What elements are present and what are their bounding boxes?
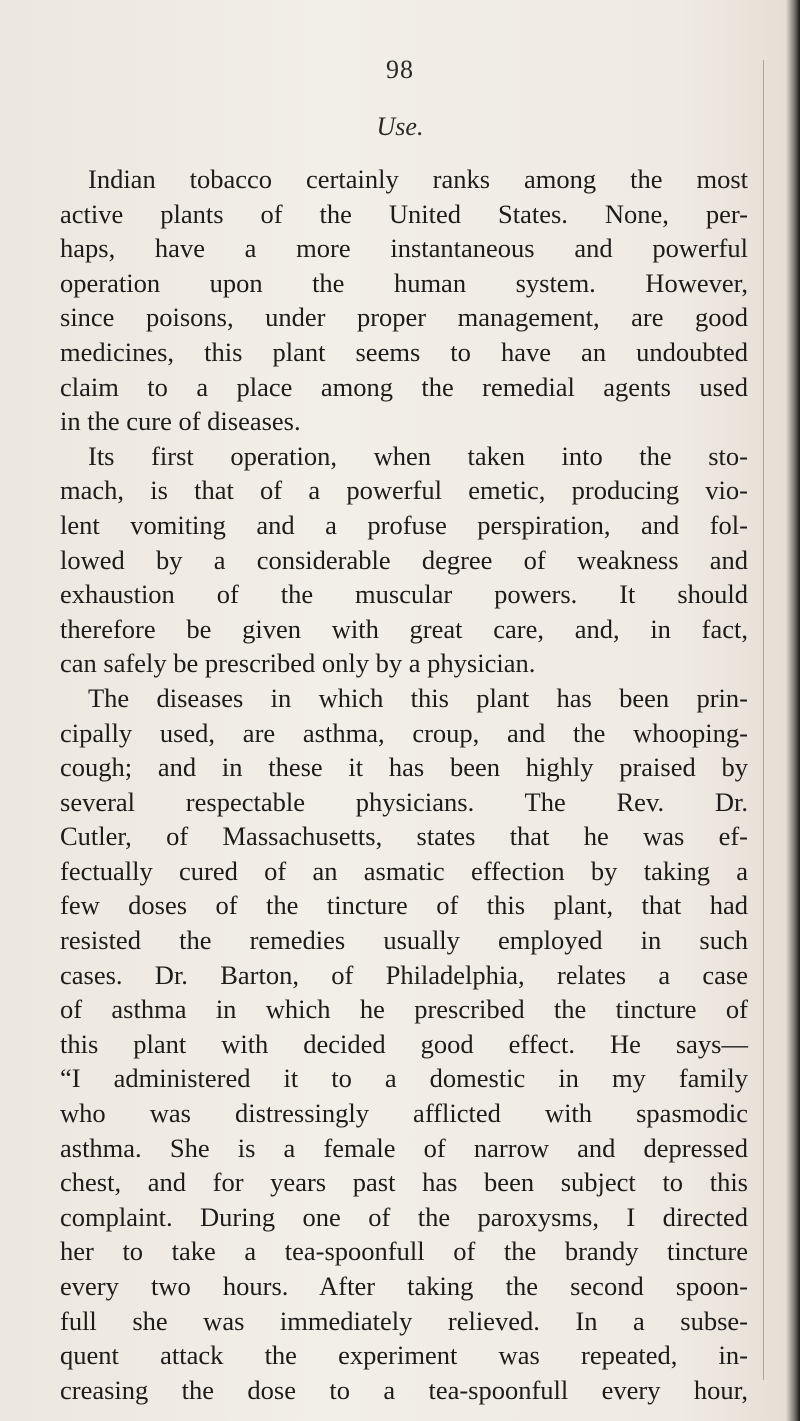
text-line: lowed by a considerable degree of weakness and <box>60 544 748 575</box>
text-line: complaint. During one of the paroxysms, I directed <box>60 1201 748 1232</box>
text-line: exhaustion of the muscular powers. It should <box>60 579 748 610</box>
text-line: in the cure of diseases. <box>60 406 301 437</box>
text-line: The diseases in which this plant has been prin- <box>88 682 748 713</box>
text-line: every two hours. After taking the second spoon- <box>60 1271 748 1301</box>
body-text <box>60 162 748 1407</box>
text-line: cipally used, are asthma, croup, and the whooping- <box>60 717 748 748</box>
text-line: “I administered it to a domestic in my family <box>60 1063 748 1094</box>
binding-edge <box>786 0 800 1421</box>
text-line: medicines, this plant seems to have an undoubted <box>60 336 748 367</box>
section-heading: Use. <box>376 112 424 141</box>
text-line: who was distressingly afflicted with spasmodic <box>60 1098 748 1129</box>
text-line: resisted the remedies usually employed in such <box>60 925 748 956</box>
text-line: creasing the dose to a tea-spoonfull every hour, <box>60 1374 748 1405</box>
text-line: asthma. She is a female of narrow and depressed <box>60 1132 748 1163</box>
text-line: several respectable physicians. The Rev. Dr. <box>60 786 748 817</box>
text-line: Indian tobacco certainly ranks among the most <box>88 164 748 194</box>
text-line: of asthma in which he prescribed the tincture of <box>60 994 748 1025</box>
text-line: few doses of the tincture of this plant, that had <box>60 890 748 921</box>
text-line: this plant with decided good effect. He says— <box>60 1028 748 1059</box>
page-number: 98 <box>386 55 414 84</box>
text-line: her to take a tea-spoonfull of the brandy tincture <box>60 1236 748 1267</box>
text-line: mach, is that of a powerful emetic, producing vio- <box>60 475 748 506</box>
text-line: quent attack the experiment was repeated, in- <box>60 1340 748 1371</box>
text-line: cough; and in these it has been highly praised by <box>60 752 748 783</box>
text-line: cases. Dr. Barton, of Philadelphia, relates a case <box>60 959 748 990</box>
text-line: fectually cured of an asmatic effection by taking a <box>60 855 748 886</box>
text-line: operation upon the human system. However, <box>60 267 748 298</box>
text-line: full she was immediately relieved. In a subse- <box>60 1305 748 1336</box>
text-line: can safely be prescribed only by a physician. <box>60 648 536 679</box>
text-line: lent vomiting and a profuse perspiration, and fol- <box>60 509 748 540</box>
text-line: therefore be given with great care, and, in fact, <box>60 613 748 644</box>
text-line: claim to a place among the remedial agents used <box>60 371 748 402</box>
binding-shadow-line <box>763 60 764 1380</box>
text-line: chest, and for years past has been subject to this <box>60 1167 748 1198</box>
text-line: since poisons, under proper management, are good <box>60 302 748 333</box>
text-line: Its first operation, when taken into the sto- <box>88 440 748 471</box>
text-line: Cutler, of Massachusetts, states that he was ef- <box>60 821 748 852</box>
text-line: active plants of the United States. None, per- <box>60 198 748 229</box>
text-line: haps, have a more instantaneous and powerful <box>60 233 748 264</box>
